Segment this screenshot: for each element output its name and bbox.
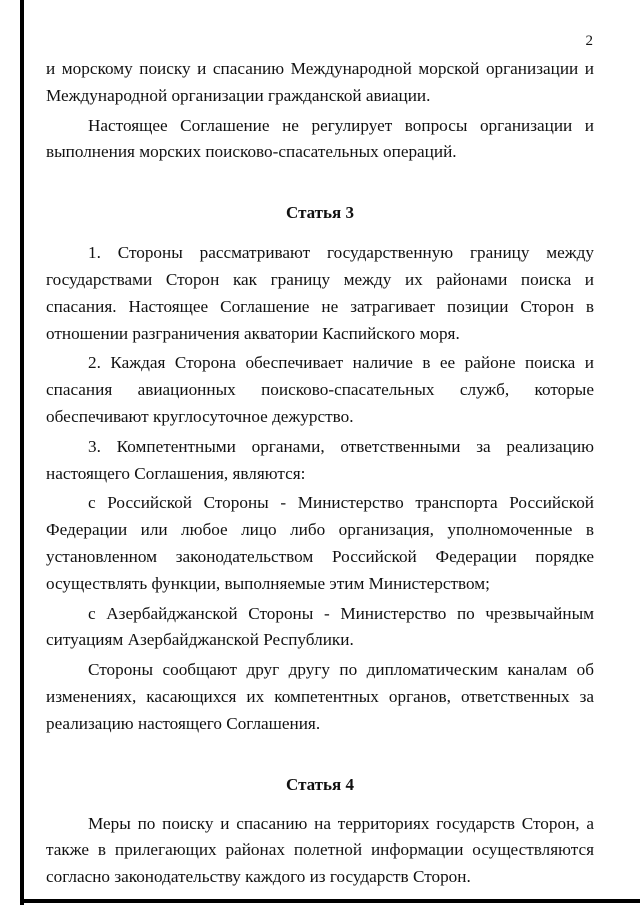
paragraph-scope: Настоящее Соглашение не регулирует вопросы организации и выполнения морских поисково-спасательных операций. [46,115,594,162]
article-3-heading: Статья 3 [286,203,354,223]
article-4-paragraph-1: Меры по поиску и спасанию на территориях государств Сторон, а также в прилегающих районах полетной информации осуществляются согласно законодательству каждого из государств Сторон. [46,813,594,887]
article-3-russian-authority: с Российской Стороны - Министерство транспорта Российской Федерации или любое лицо либо организация, уполномоченные в установленном законодательством Российской Федерации порядке осуществлять функции, выполняемые этим Министерством; [46,493,594,593]
article-3-azerbaijani-authority: с Азербайджанской Стороны - Министерство по чрезвычайным ситуациям Азербайджанской Республики. [46,603,594,650]
article-3-paragraph-2: 2. Каждая Сторона обеспечивает наличие в ее районе поиска и спасания авиационных поисково-спасательных служб, которые обеспечивают круглосуточное дежурство. [46,353,594,426]
article-3-notification: Стороны сообщают друг другу по дипломатическим каналам об изменениях, касающихся их компетентных органов, ответственных за реализацию настоящего Соглашения. [46,660,594,733]
article-4-heading: Статья 4 [286,774,354,794]
page-bottom-edge [20,899,640,903]
document-body [46,56,594,891]
page-left-edge [20,0,24,905]
article-3-paragraph-3: 3. Компетентными органами, ответственными за реализацию настоящего Соглашения, являются: [46,436,594,483]
article-3-paragraph-1: 1. Стороны рассматривают государственную границу между государствами Сторон как границу между их районами поиска и спасания. Настоящее Соглашение не затрагивает позиции Сторон в отношении разграничения акватории Каспийского моря. [46,243,594,343]
paragraph-continuation: и морскому поиску и спасанию Международной морской организации и Международной организации гражданской авиации. [46,59,594,105]
page-number: 2 [585,33,593,49]
